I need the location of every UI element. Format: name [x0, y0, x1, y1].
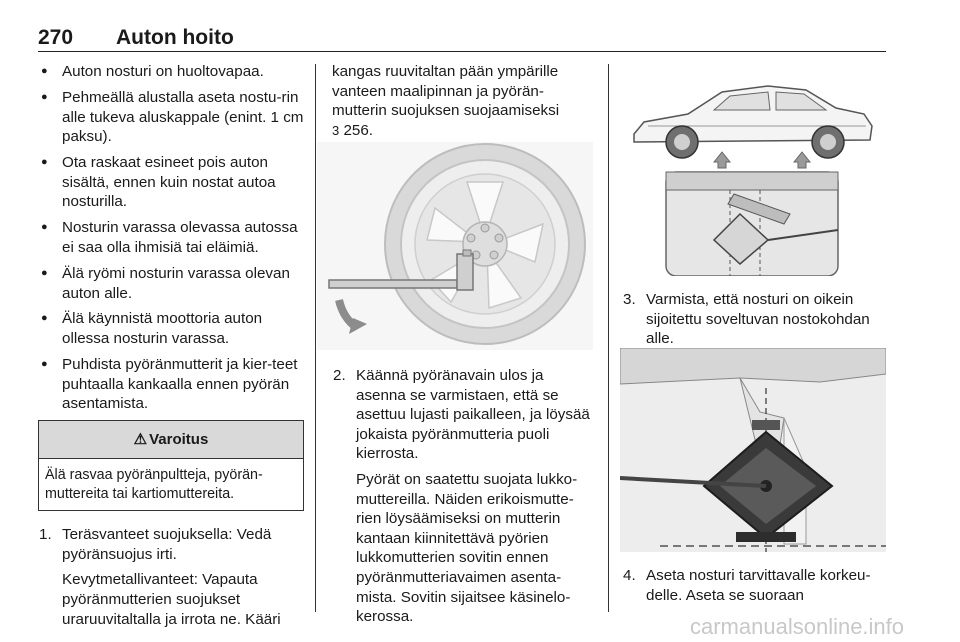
column-3-step-3 [622, 290, 888, 355]
step-number: 4. [623, 567, 636, 584]
step-text: Kevytmetallivanteet: Vapauta pyöränmutterien suojukset uraruuvitaltalla ja irrota ne. Kääri [62, 571, 281, 628]
list-item: ● Nosturin varassa olevassa autossa ei saa olla ihmisiä tai eläimiä. [38, 218, 304, 257]
watermark: carmanualsonline.info [690, 614, 905, 639]
page-title: Auton hoito [116, 26, 234, 49]
page-ref-arrow-icon: 3 [332, 122, 340, 138]
scissor-jack-figure [620, 348, 886, 552]
list-item: ● Ota raskaat esineet pois auton sisältä, ennen kuin nostat autoa nosturilla. [38, 153, 304, 212]
page-reference: 256. [343, 121, 374, 139]
list-item: ● Älä ryömi nosturin varassa olevan auton alle. [38, 264, 304, 303]
step-3 [622, 290, 888, 349]
warning-text: Älä rasvaa pyöränpultteja, pyörän-muttereita tai kartiomuttereita. [45, 467, 263, 503]
step-text: Teräsvanteet suojuksella: Vedä pyöränsuojus irti. [62, 526, 272, 563]
list-item: ● Älä käynnistä moottoria auton ollessa nosturin varassa. [38, 309, 304, 348]
warning-header [39, 421, 303, 459]
step-text: Aseta nosturi tarvittavalle korkeu-delle. Aseta se suoraan [646, 567, 871, 604]
step-text: Käännä pyöränavain ulos ja asenna se varmistaen, että se asettuu lujasti paikalleen, ja löysää jokaista pyöränmutteria puoli kierrosta. [356, 367, 590, 463]
step-number: 2. [333, 367, 346, 384]
step-2 [332, 366, 594, 627]
step-number: 3. [623, 291, 636, 308]
step-text: Varmista, että nosturi on oikein sijoitettu soveltuvan nostokohdan alle. [646, 291, 870, 348]
column-2 [332, 62, 594, 140]
step-1 [38, 525, 304, 629]
page-number: 270 [38, 26, 74, 49]
list-item: ● Puhdista pyöränmutterit ja kier-teet puhtaalla kankaalla ennen pyörän asentamista. [38, 355, 304, 414]
warning-triangle-icon: ⚠ [133, 430, 148, 448]
precaution-list [38, 62, 304, 414]
column-divider-1 [315, 64, 316, 612]
step-text: Pyörät on saatettu suojata lukko-muttereilla. Näiden erikoismutte-rien löysäämiseksi on mutterin kantaan kiinnitettävä pyörien lukkomutterien sovitin ennen pyöränmutteriavaimen asenta-mista. Sovitin sijaitsee käsinelo-kerossa. [356, 470, 578, 626]
warning-box [38, 420, 304, 511]
list-item: ● Pehmeällä alustalla aseta nostu-rin alle tukeva aluskappale (enint. 1 cm paksu). [38, 88, 304, 147]
continued-text: kangas ruuvitaltan pään ympärille vanteen maalipinnan ja pyörän-mutterin suojuksen suojaamiseksi 3 256. [332, 63, 560, 139]
car-jacking-points-figure [618, 64, 886, 276]
step-4 [622, 566, 888, 605]
column-3-step-4 [622, 566, 888, 611]
column-2-lower [332, 366, 594, 633]
warning-title: Varoitus [149, 430, 209, 448]
wheel-wrench-figure [317, 142, 593, 350]
list-item: ● Auton nosturi on huoltovapaa. [38, 62, 304, 82]
column-1 [38, 62, 304, 635]
column-divider-2 [608, 64, 609, 612]
step-number: 1. [39, 526, 52, 544]
page-header [38, 26, 886, 52]
